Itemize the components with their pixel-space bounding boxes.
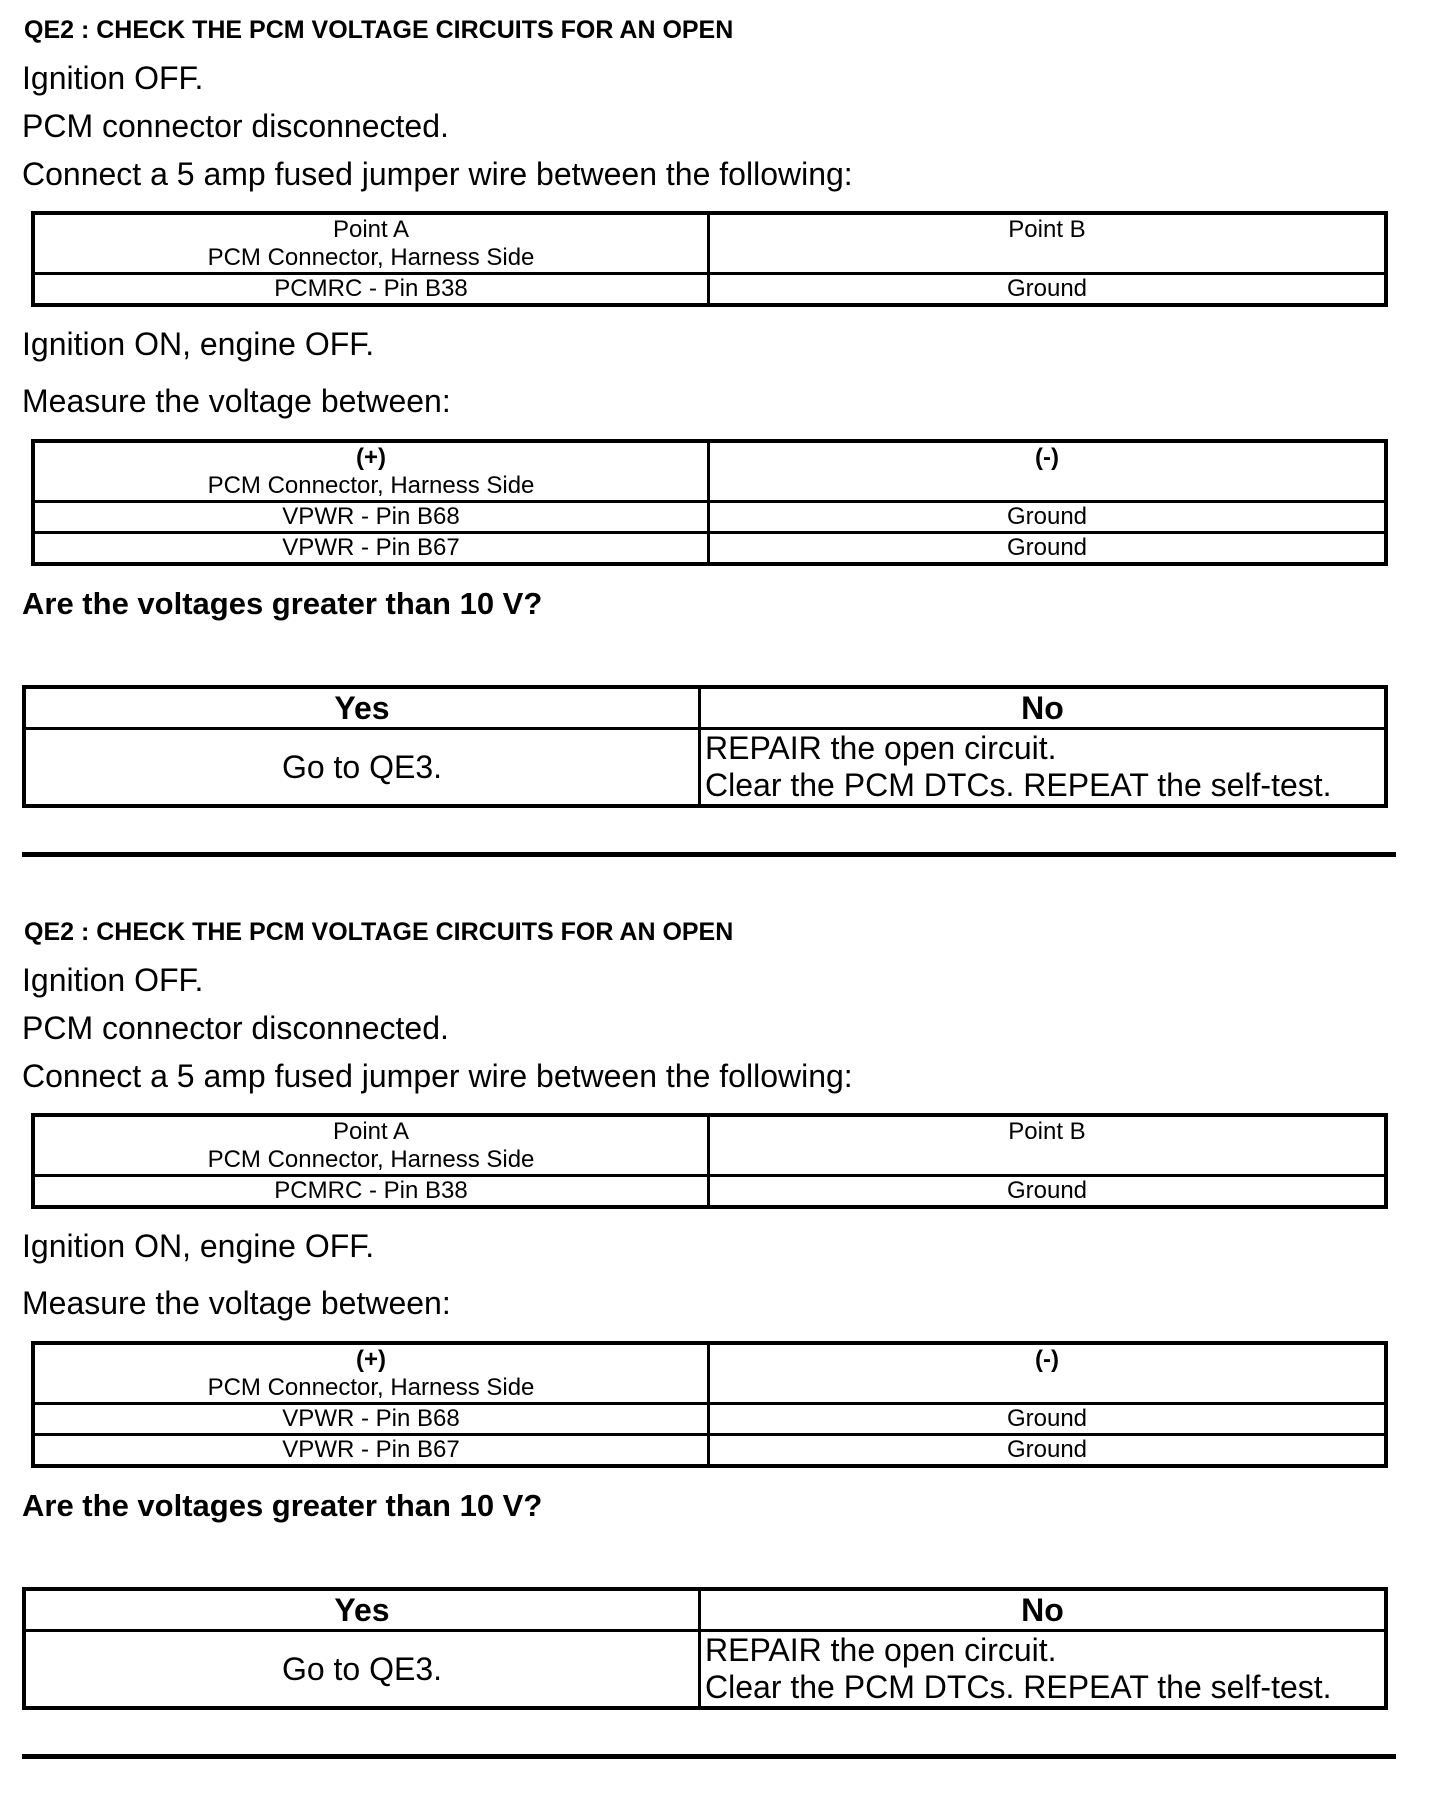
negative-title: (-) (1035, 1346, 1059, 1373)
decision-header-row (24, 687, 1386, 729)
point-b-header (709, 1115, 1387, 1176)
instruction-connector-disconnected: PCM connector disconnected. (22, 108, 449, 144)
table-header-row (33, 1343, 1386, 1404)
section-divider (22, 1754, 1396, 1759)
instruction-connector-disconnected: PCM connector disconnected. (22, 1010, 449, 1046)
positive-cell: VPWR - Pin B68 (33, 502, 709, 533)
table-row (33, 502, 1386, 533)
point-b-title: Point B (1008, 216, 1086, 243)
decision-table (22, 1587, 1388, 1710)
negative-header (709, 1343, 1387, 1404)
jumper-wire-table (31, 1113, 1388, 1209)
instruction-ignition-off: Ignition OFF. (22, 962, 204, 998)
table-header-row (33, 1115, 1386, 1176)
positive-header (33, 441, 709, 502)
no-action-line: REPAIR the open circuit. (705, 1632, 1057, 1668)
point-a-title: Point A (332, 216, 410, 243)
point-b-title: Point B (1008, 1118, 1086, 1145)
instruction-ignition-off: Ignition OFF. (22, 60, 204, 96)
decision-table (22, 685, 1388, 808)
jumper-wire-table (31, 211, 1388, 307)
step-heading: QE2 : CHECK THE PCM VOLTAGE CIRCUITS FOR AN OPEN (24, 918, 734, 946)
table-header-row (33, 441, 1386, 502)
yes-header: Yes (24, 687, 700, 729)
instruction-ignition-on: Ignition ON, engine OFF. (22, 326, 375, 362)
negative-title: (-) (1035, 444, 1059, 471)
yes-header: Yes (24, 1589, 700, 1631)
point-b-cell: Ground (709, 1176, 1387, 1208)
positive-cell: VPWR - Pin B68 (33, 1404, 709, 1435)
voltage-measurement-table (31, 1341, 1388, 1468)
negative-cell: Ground (709, 1404, 1387, 1435)
point-a-cell: PCMRC - Pin B38 (33, 1176, 709, 1208)
point-b-header (709, 213, 1387, 274)
positive-subtitle: PCM Connector, Harness Side (207, 472, 535, 499)
no-action (700, 729, 1387, 807)
positive-subtitle: PCM Connector, Harness Side (207, 1374, 535, 1401)
point-a-subtitle: PCM Connector, Harness Side (207, 244, 535, 271)
no-action-line: Clear the PCM DTCs. REPEAT the self-test. (705, 1669, 1332, 1705)
step-heading: QE2 : CHECK THE PCM VOLTAGE CIRCUITS FOR AN OPEN (24, 16, 734, 44)
table-row (33, 1435, 1386, 1467)
yes-action: Go to QE3. (24, 729, 700, 807)
point-a-subtitle: PCM Connector, Harness Side (207, 1146, 535, 1173)
table-row (33, 1404, 1386, 1435)
positive-header (33, 1343, 709, 1404)
negative-cell: Ground (709, 1435, 1387, 1467)
positive-cell: VPWR - Pin B67 (33, 1435, 709, 1467)
point-a-header (33, 213, 709, 274)
test-step-section (0, 902, 1440, 1804)
section-divider (22, 852, 1396, 857)
negative-header (709, 441, 1387, 502)
no-header: No (700, 687, 1387, 729)
point-b-cell: Ground (709, 274, 1387, 306)
table-header-row (33, 213, 1386, 274)
voltage-measurement-table (31, 439, 1388, 566)
instruction-ignition-on: Ignition ON, engine OFF. (22, 1228, 375, 1264)
decision-action-row (24, 729, 1386, 807)
instruction-measure: Measure the voltage between: (22, 383, 451, 419)
no-header: No (700, 1589, 1387, 1631)
point-a-header (33, 1115, 709, 1176)
decision-header-row (24, 1589, 1386, 1631)
table-row (33, 533, 1386, 565)
positive-title: (+) (356, 444, 386, 471)
no-action-line: Clear the PCM DTCs. REPEAT the self-test. (705, 767, 1332, 803)
table-row (33, 1176, 1386, 1208)
instruction-measure: Measure the voltage between: (22, 1285, 451, 1321)
negative-cell: Ground (709, 533, 1387, 565)
point-a-cell: PCMRC - Pin B38 (33, 274, 709, 306)
instruction-connect-jumper: Connect a 5 amp fused jumper wire between the following: (22, 156, 853, 192)
decision-question: Are the voltages greater than 10 V? (22, 586, 543, 621)
decision-question: Are the voltages greater than 10 V? (22, 1488, 543, 1523)
negative-cell: Ground (709, 502, 1387, 533)
table-row (33, 274, 1386, 306)
no-action-line: REPAIR the open circuit. (705, 730, 1057, 766)
decision-action-row (24, 1631, 1386, 1709)
instruction-connect-jumper: Connect a 5 amp fused jumper wire between the following: (22, 1058, 853, 1094)
yes-action: Go to QE3. (24, 1631, 700, 1709)
positive-title: (+) (356, 1346, 386, 1373)
point-a-title: Point A (332, 1118, 410, 1145)
no-action (700, 1631, 1387, 1709)
positive-cell: VPWR - Pin B67 (33, 533, 709, 565)
